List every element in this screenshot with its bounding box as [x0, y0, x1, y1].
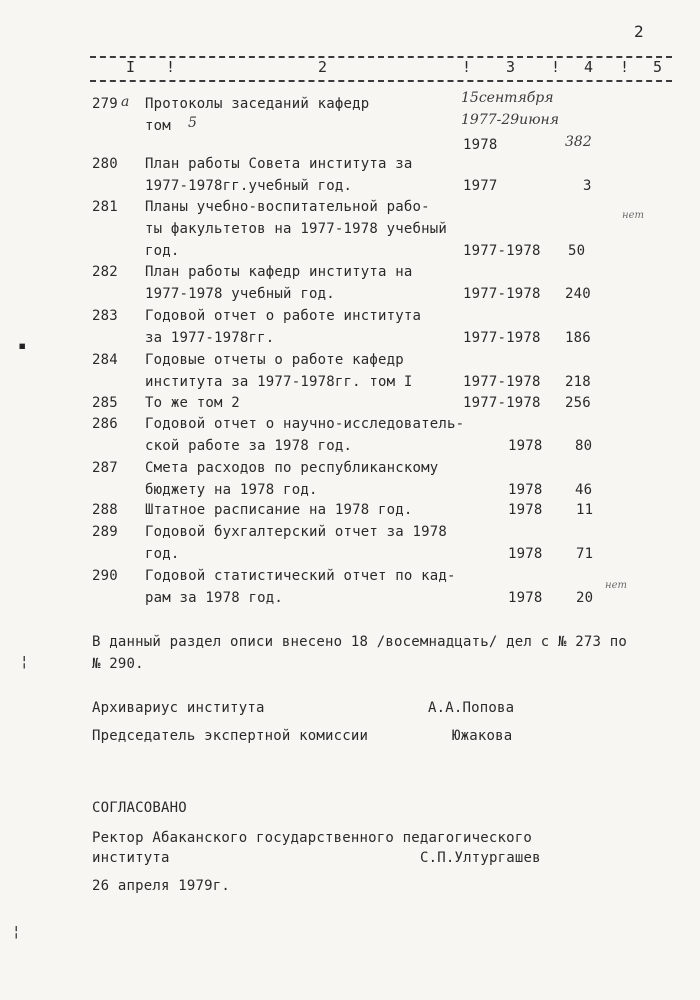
row-number: 286 — [92, 416, 118, 432]
row-number: 282 — [92, 264, 118, 280]
row-number: 285 — [92, 395, 118, 411]
approval-signatory: С.П.Ултургашев — [420, 850, 541, 866]
row-title-line: План работы кафедр института на — [145, 264, 413, 280]
row-sheets: 382 — [565, 134, 592, 150]
row-note: нет — [622, 210, 644, 221]
tom-number: 5 — [188, 115, 197, 131]
column-separator: ! — [551, 58, 561, 76]
approval-line: Ректор Абаканского государственного педагогического — [92, 830, 533, 846]
row-title-line: Смета расходов по республиканскому — [145, 460, 439, 476]
row-title-line: рам за 1978 год. — [145, 590, 284, 606]
row-sheets: 71 — [576, 546, 594, 562]
column-separator: ! — [620, 58, 630, 76]
page-number: 2 — [634, 22, 644, 41]
approval-date: 26 апреля 1979г. — [92, 878, 231, 894]
row-title-line: бюджету на 1978 год. — [145, 482, 318, 498]
row-number: 284 — [92, 352, 118, 368]
row-number-suffix: а — [121, 94, 130, 110]
row-sheets: 186 — [565, 330, 591, 346]
row-title-line: Годовой отчет о работе института — [145, 308, 422, 324]
row-title-line: Штатное расписание на 1978 год. — [145, 502, 413, 518]
column-header-1: I — [126, 58, 136, 76]
row-date: 1978 — [463, 137, 498, 153]
row-title-line: План работы Совета института за — [145, 156, 413, 172]
column-header-2: 2 — [318, 58, 328, 76]
row-sheets: 218 — [565, 374, 591, 390]
row-date: 1977-1978 — [463, 243, 541, 259]
row-number: 279 — [92, 96, 118, 112]
scan-mark: ¦ — [20, 654, 29, 670]
row-sheets: 80 — [575, 438, 593, 454]
row-sheets: 46 — [575, 482, 593, 498]
row-date: 1978 — [508, 502, 543, 518]
row-title-line: Годовые отчеты о работе кафедр — [145, 352, 404, 368]
row-title-line: ской работе за 1978 год. — [145, 438, 353, 454]
row-sheets: 20 — [576, 590, 594, 606]
header-rule-bottom — [90, 80, 672, 82]
row-date: 1977-1978 — [463, 374, 541, 390]
row-title-line: год. — [145, 546, 180, 562]
row-number: 281 — [92, 199, 118, 215]
row-title-line: том — [145, 118, 171, 134]
signature-role: Архивариус института — [92, 700, 265, 716]
approval-line: института — [92, 850, 170, 866]
column-separator: ! — [462, 58, 472, 76]
row-sheets: 50 — [568, 243, 586, 259]
row-title-line: 1977-1978гг.учебный год. — [145, 178, 353, 194]
row-number: 288 — [92, 502, 118, 518]
summary-line: В данный раздел описи внесено 18 /восемнадцать/ дел с № 273 по — [92, 634, 627, 650]
row-title-line: Планы учебно-воспитательной рабо- — [145, 199, 430, 215]
row-title-line: института за 1977-1978гг. том I — [145, 374, 413, 390]
row-title-line: Протоколы заседаний кафедр — [145, 96, 370, 112]
row-date: 1977-1978 — [463, 286, 541, 302]
row-title-line: То же том 2 — [145, 395, 240, 411]
row-sheets: 3 — [583, 178, 592, 194]
scan-mark: ¦ — [12, 924, 21, 940]
row-number: 280 — [92, 156, 118, 172]
summary-line: № 290. — [92, 656, 144, 672]
column-header-3: 3 — [506, 58, 516, 76]
signature-role: Председатель экспертной комиссии — [92, 728, 369, 744]
row-title-line: Годовой бухгалтерский отчет за 1978 — [145, 524, 448, 540]
row-date: 1977-1978 — [463, 395, 541, 411]
row-number: 283 — [92, 308, 118, 324]
row-title-line: за 1977-1978гг. — [145, 330, 275, 346]
row-date: 1977 — [463, 178, 498, 194]
column-header-4: 4 — [584, 58, 594, 76]
row-number: 290 — [92, 568, 118, 584]
signature-name: А.А.Попова — [428, 700, 515, 716]
row-number: 289 — [92, 524, 118, 540]
scan-mark: ▪ — [18, 338, 27, 354]
row-date: 1978 — [508, 546, 543, 562]
row-title-line: ты факультетов на 1977-1978 учебный — [145, 221, 448, 237]
row-date: 1978 — [508, 438, 543, 454]
row-sheets: 256 — [565, 395, 591, 411]
row-date-handwritten: 15сентября — [461, 90, 554, 106]
column-header-5: 5 — [653, 58, 663, 76]
row-sheets: 11 — [576, 502, 594, 518]
row-date: 1978 — [508, 590, 543, 606]
row-title-line: 1977-1978 учебный год. — [145, 286, 335, 302]
signature-name: Южакова — [452, 728, 513, 744]
row-date: 1977-1978 — [463, 330, 541, 346]
row-date: 1978 — [508, 482, 543, 498]
column-separator: ! — [166, 58, 176, 76]
row-date-handwritten: 1977-29июня — [461, 112, 560, 128]
row-title-line: Годовой статистический отчет по кад- — [145, 568, 456, 584]
row-sheets: 240 — [565, 286, 591, 302]
row-title-line: Годовой отчет о научно-исследователь- — [145, 416, 465, 432]
row-title-line: год. — [145, 243, 180, 259]
row-note: нет — [605, 580, 627, 591]
approval-heading: СОГЛАСОВАНО — [92, 800, 187, 816]
row-number: 287 — [92, 460, 118, 476]
